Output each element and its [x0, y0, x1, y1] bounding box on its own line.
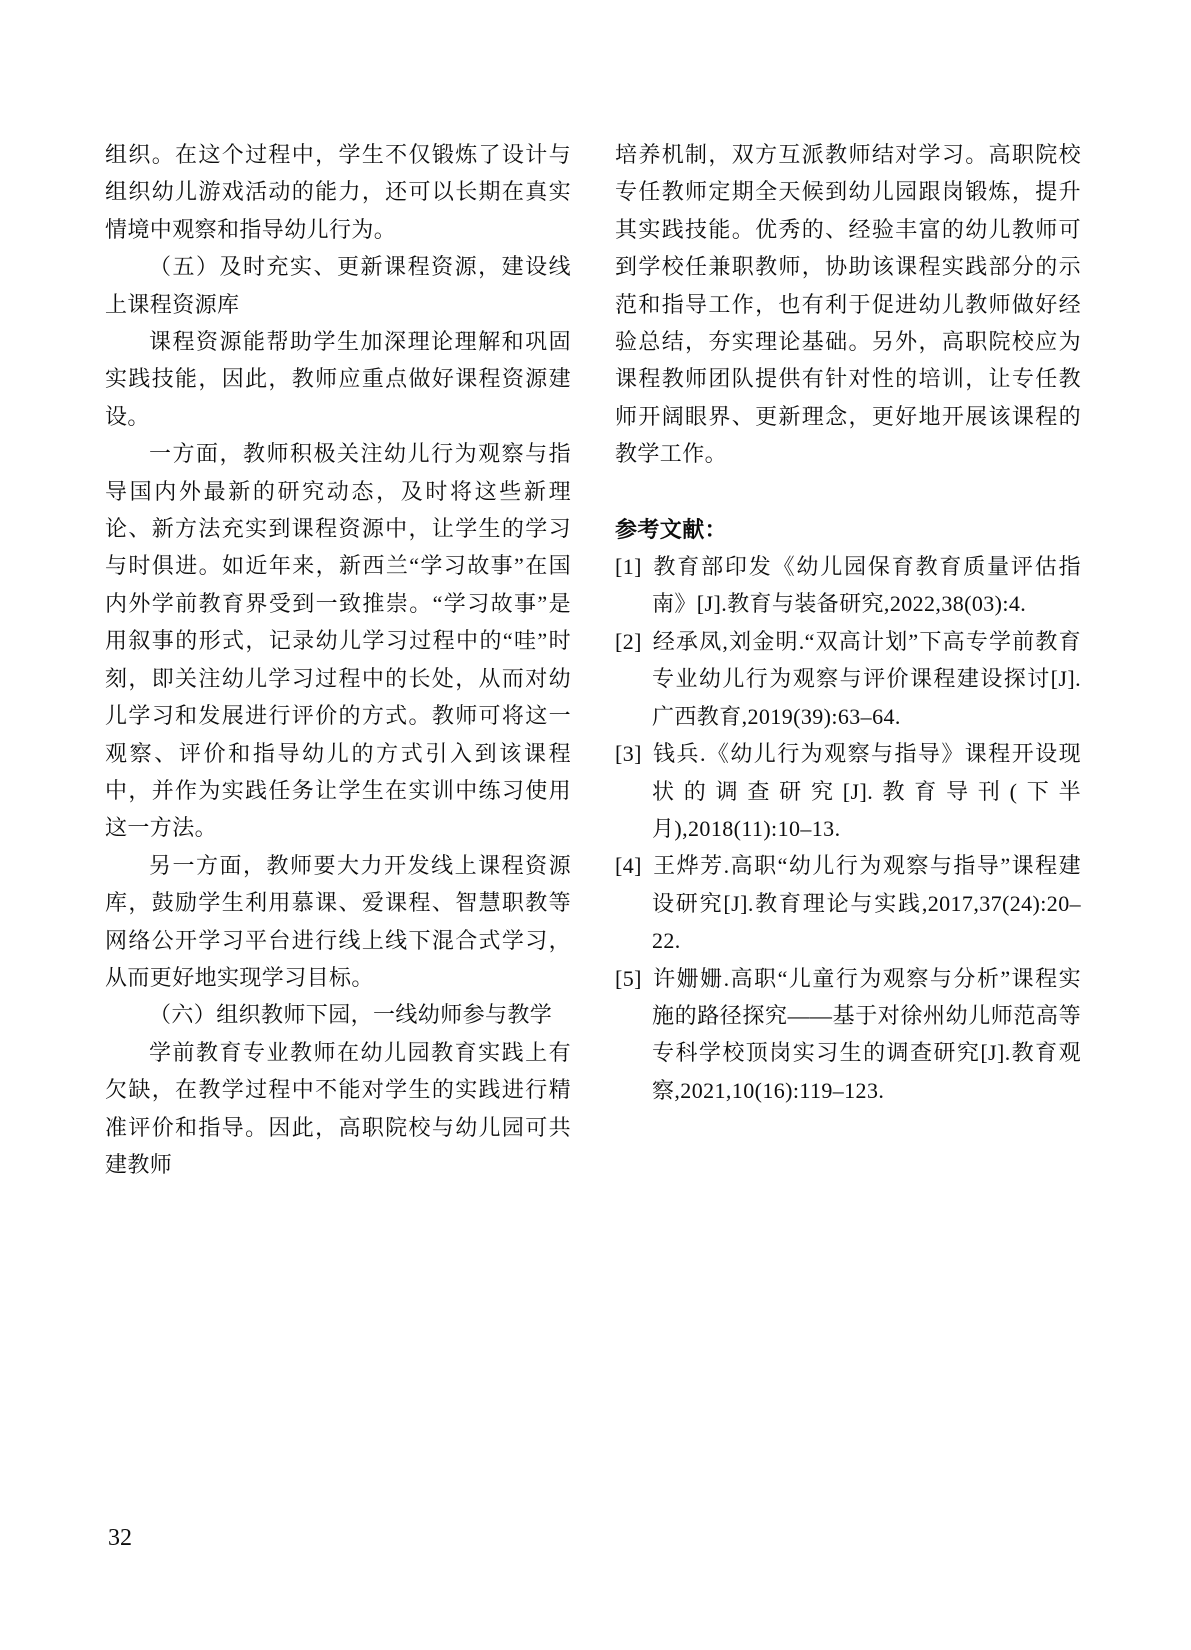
reference-label: [3] — [615, 741, 642, 767]
paragraph: 一方面，教师积极关注幼儿行为观察与指导国内外最新的研究动态，及时将这些新理论、新方法充实到课程资源中，让学生的学习与时俱进。如近年来，新西兰“学习故事”在国内外学前教育界受到一致推崇。“学习故事”是用叙事的形式，记录幼儿学习过程中的“哇”时刻，即关注幼儿学习过程中的长处，从而对幼儿学习和发展进行评价的方式。教师可将这一观察、评价和指导幼儿的方式引入到该课程中，并作为实践任务让学生在实训中练习使用这一方法。 — [105, 441, 571, 841]
paragraph: 另一方面，教师要大力开发线上课程资源库，鼓励学生利用慕课、爱课程、智慧职教等网络公开学习平台进行线上线下混合式学习，从而更好地实现学习目标。 — [105, 852, 571, 990]
paragraph: （六）组织教师下园，一线幼师参与教学 — [149, 1002, 553, 1028]
reference-item: [4] 王烨芳.高职“幼儿行为观察与指导”课程建设研究[J].教育理论与实践,2017,37(24):20–22. — [615, 847, 1081, 959]
reference-item: [1] 教育部印发《幼儿园保育教育质量评估指南》[J].教育与装备研究,2022,38(03):4. — [615, 548, 1081, 623]
reference-label: [4] — [615, 853, 642, 879]
references-list — [615, 548, 1081, 1109]
paragraph: （五）及时充实、更新课程资源，建设线上课程资源库 — [105, 254, 571, 317]
references-heading: 参考文献： — [615, 516, 728, 542]
reference-label: [5] — [615, 965, 642, 991]
reference-item: [2] 经承凤,刘金明.“双高计划”下高专学前教育专业幼儿行为观察与评价课程建设探讨[J].广西教育,2019(39):63–64. — [615, 623, 1081, 735]
reference-label: [1] — [615, 554, 642, 580]
paragraph: 组织。在这个过程中，学生不仅锻炼了设计与组织幼儿游戏活动的能力，还可以长期在真实情境中观察和指导幼儿行为。 — [105, 142, 571, 242]
reference-label: [2] — [615, 628, 642, 654]
right-column — [615, 136, 1081, 1109]
page-number: 32 — [108, 1525, 132, 1551]
paragraph: 课程资源能帮助学生加深理论理解和巩固实践技能，因此，教师应重点做好课程资源建设。 — [105, 329, 571, 429]
reference-item: [5] 许姗姗.高职“儿童行为观察与分析”课程实施的路径探究——基于对徐州幼儿师范高等专科学校顶岗实习生的调查研究[J].教育观察,2021,10(16):119–123. — [615, 960, 1081, 1110]
reference-item: [3] 钱兵.《幼儿行为观察与指导》课程开设现状的调查研究[J].教育导刊(下半月),2018(11):10–13. — [615, 735, 1081, 847]
left-column — [105, 136, 571, 1183]
right-column-paragraphs — [615, 136, 1081, 473]
paragraph: 培养机制，双方互派教师结对学习。高职院校专任教师定期全天候到幼儿园跟岗锻炼，提升其实践技能。优秀的、经验丰富的幼儿教师可到学校任兼职教师，协助该课程实践部分的示范和指导工作，也有利于促进幼儿教师做好经验总结，夯实理论基础。另外，高职院校应为课程教师团队提供有针对性的培训，让专任教师开阔眼界、更新理念，更好地开展该课程的教学工作。 — [615, 142, 1081, 467]
paragraph: 学前教育专业教师在幼儿园教育实践上有欠缺，在教学过程中不能对学生的实践进行精准评价和指导。因此，高职院校与幼儿园可共建教师 — [105, 1039, 571, 1177]
